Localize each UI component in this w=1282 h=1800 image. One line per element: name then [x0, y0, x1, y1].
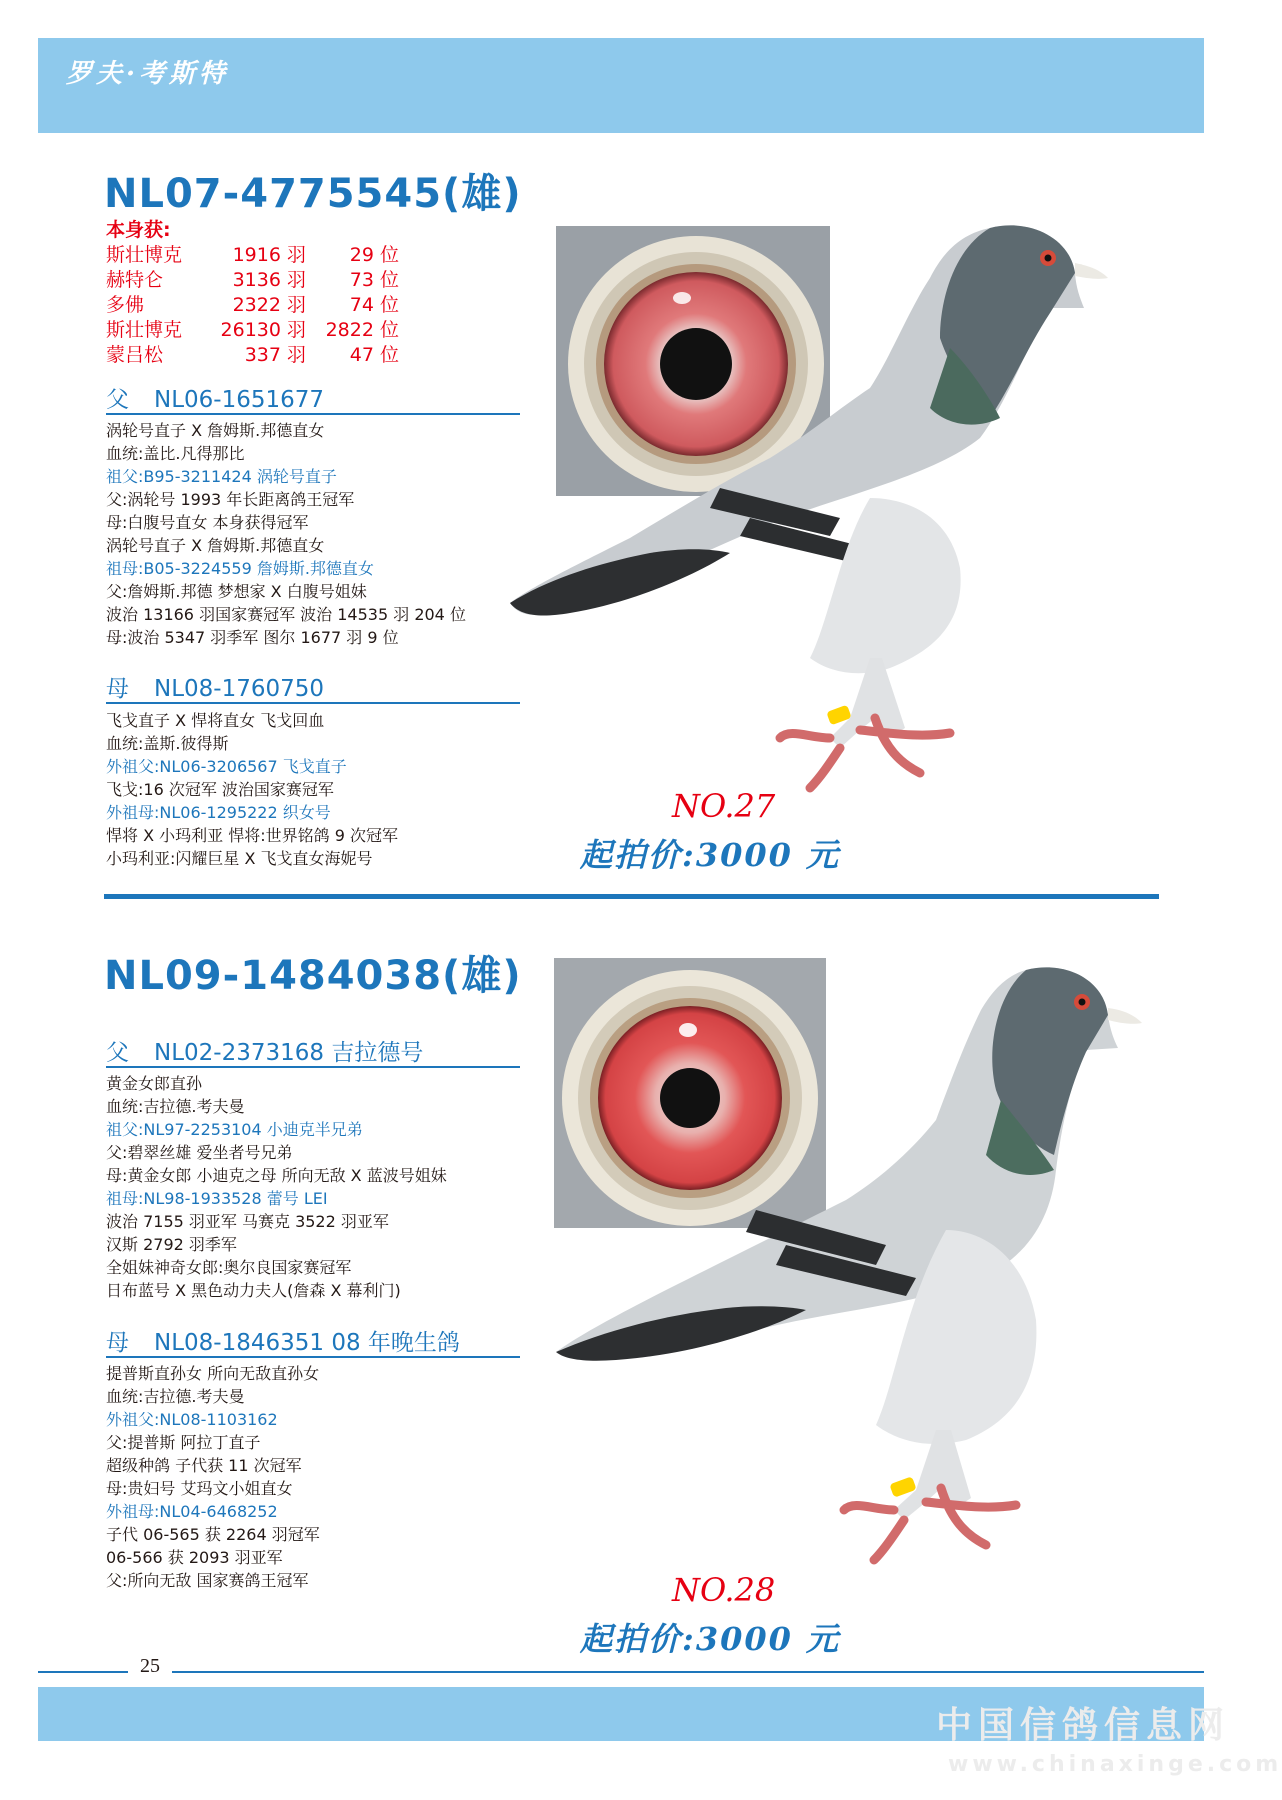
- result-row: [106, 265, 406, 290]
- mother-ring: NL08-1760750: [154, 676, 325, 702]
- pedigree-line: 血统:盖斯.彼得斯: [106, 734, 229, 753]
- result-race: 赫特仑: [106, 269, 164, 291]
- watermark-url: www.chinaxinge.com: [948, 1752, 1282, 1777]
- maternal-granddam-line: 外祖母:NL06-1295222 织女号: [106, 803, 331, 822]
- pedigree-line: 母:波治 5347 羽季军 图尔 1677 羽 9 位: [106, 628, 399, 647]
- result-birds: 337 羽: [244, 344, 306, 366]
- pedigree-line: 飞戈:16 次冠军 波治国家赛冠军: [106, 780, 334, 799]
- father-label: 父: [106, 387, 129, 413]
- starting-price: 起拍价:3000 元: [580, 836, 841, 874]
- mother-label: 母: [106, 1330, 129, 1356]
- pedigree-line: 子代 06-565 获 2264 羽冠军: [106, 1525, 320, 1544]
- result-row: [106, 240, 406, 265]
- father-label: 父: [106, 1040, 129, 1066]
- result-race: 斯壮博克: [106, 244, 183, 266]
- pedigree-line: 父:涡轮号 1993 年长距离鸽王冠军: [106, 490, 355, 509]
- pedigree-line: 波治 7155 羽亚军 马赛克 3522 羽亚军: [106, 1212, 389, 1231]
- result-birds: 3136 羽: [232, 269, 306, 291]
- result-race: 多佛: [106, 294, 145, 316]
- pedigree-line: 日布蓝号 X 黑色动力夫人(詹森 X 幕利门): [106, 1281, 401, 1300]
- pedigree-line: 母:白腹号直女 本身获得冠军: [106, 513, 309, 532]
- mother-heading: [106, 1324, 520, 1358]
- pedigree-line: 涡轮号直子 X 詹姆斯.邦德直女: [106, 421, 325, 440]
- pedigree-line: 黄金女郎直孙: [106, 1074, 203, 1093]
- father-ring: NL06-1651677: [154, 387, 325, 413]
- father-heading: [106, 381, 520, 415]
- starting-price: 起拍价:3000 元: [580, 1620, 841, 1658]
- result-place: 29 位: [349, 244, 399, 266]
- mother-heading: [106, 670, 520, 704]
- result-place: 47 位: [349, 344, 399, 366]
- result-place: 73 位: [349, 269, 399, 291]
- pedigree-line: 父:碧翠丝雄 爱坐者号兄弟: [106, 1143, 293, 1162]
- pedigree-line: 母:黄金女郎 小迪克之母 所向无敌 X 蓝波号姐妹: [106, 1166, 447, 1185]
- pedigree-line: 超级种鸽 子代获 11 次冠军: [106, 1456, 302, 1475]
- maternal-granddam-line: 外祖母:NL04-6468252: [106, 1502, 278, 1521]
- pedigree-line: 波治 13166 羽国家赛冠军 波治 14535 羽 204 位: [106, 605, 466, 624]
- pedigree-line: 血统:吉拉德.考夫曼: [106, 1097, 245, 1116]
- lot-number: NO.27: [672, 787, 776, 825]
- pedigree-line: 涡轮号直子 X 詹姆斯.邦德直女: [106, 536, 325, 555]
- father-heading: [106, 1034, 520, 1068]
- granddam-line: 祖母:B05-3224559 詹姆斯.邦德直女: [106, 559, 374, 578]
- maternal-grandsire-line: 外祖父:NL08-1103162: [106, 1410, 278, 1429]
- result-birds: 26130 羽: [220, 319, 306, 341]
- pedigree-line: 悍将 X 小玛利亚 悍将:世界铭鸽 9 次冠军: [106, 826, 398, 845]
- pedigree-line: 06-566 获 2093 羽亚军: [106, 1548, 283, 1567]
- pedigree-line: 提普斯直孙女 所向无敌直孙女: [106, 1364, 320, 1383]
- lot-number: NO.28: [672, 1571, 776, 1609]
- mother-label: 母: [106, 676, 129, 702]
- results-title: 本身获:: [106, 219, 171, 241]
- watermark-text: 中国信鸽信息网: [936, 1705, 1231, 1746]
- result-race: 斯壮博克: [106, 319, 183, 341]
- header-title: 罗夫·考斯特: [66, 59, 230, 89]
- result-row: [106, 315, 406, 340]
- granddam-line: 祖母:NL98-1933528 蕾号 LEI: [106, 1189, 328, 1208]
- father-ring: NL02-2373168 吉拉德号: [154, 1040, 424, 1066]
- pedigree-line: 血统:盖比.凡得那比: [106, 444, 245, 463]
- pedigree-line: 小玛利亚:闪耀巨星 X 飞戈直女海妮号: [106, 849, 373, 868]
- pedigree-line: 父:詹姆斯.邦德 梦想家 X 白腹号姐妹: [106, 582, 367, 601]
- result-race: 蒙吕松: [106, 344, 164, 366]
- pedigree-line: 母:贵妇号 艾玛文小姐直女: [106, 1479, 293, 1498]
- pedigree-line: 汉斯 2792 羽季军: [106, 1235, 237, 1254]
- grandsire-line: 祖父:B95-3211424 涡轮号直子: [106, 467, 337, 486]
- pigeon-photo: [556, 960, 1176, 1610]
- result-place: 74 位: [349, 294, 399, 316]
- result-birds: 1916 羽: [232, 244, 306, 266]
- pedigree-line: 全姐妹神奇女郎:奥尔良国家赛冠军: [106, 1258, 352, 1277]
- pedigree-line: 父:提普斯 阿拉丁直子: [106, 1433, 261, 1452]
- pedigree-line: 血统:吉拉德.考夫曼: [106, 1387, 245, 1406]
- mother-ring: NL08-1846351 08 年晚生鸽: [154, 1330, 460, 1356]
- maternal-grandsire-line: 外祖父:NL06-3206567 飞戈直子: [106, 757, 347, 776]
- pedigree-line: 飞戈直子 X 悍将直女 飞戈回血: [106, 711, 325, 730]
- ring-number: NL07-4775545(雄): [104, 171, 522, 217]
- page-number: 25: [128, 1655, 172, 1678]
- ring-number: NL09-1484038(雄): [104, 953, 522, 999]
- result-row: [106, 290, 406, 315]
- pigeon-photo: [510, 218, 1170, 858]
- result-place: 2822 位: [325, 319, 399, 341]
- result-row: [106, 340, 406, 365]
- result-birds: 2322 羽: [232, 294, 306, 316]
- footer-rule: [38, 1671, 1204, 1673]
- grandsire-line: 祖父:NL97-2253104 小迪克半兄弟: [106, 1120, 363, 1139]
- pedigree-line: 父:所向无敌 国家赛鸽王冠军: [106, 1571, 309, 1590]
- section-divider: [104, 894, 1159, 899]
